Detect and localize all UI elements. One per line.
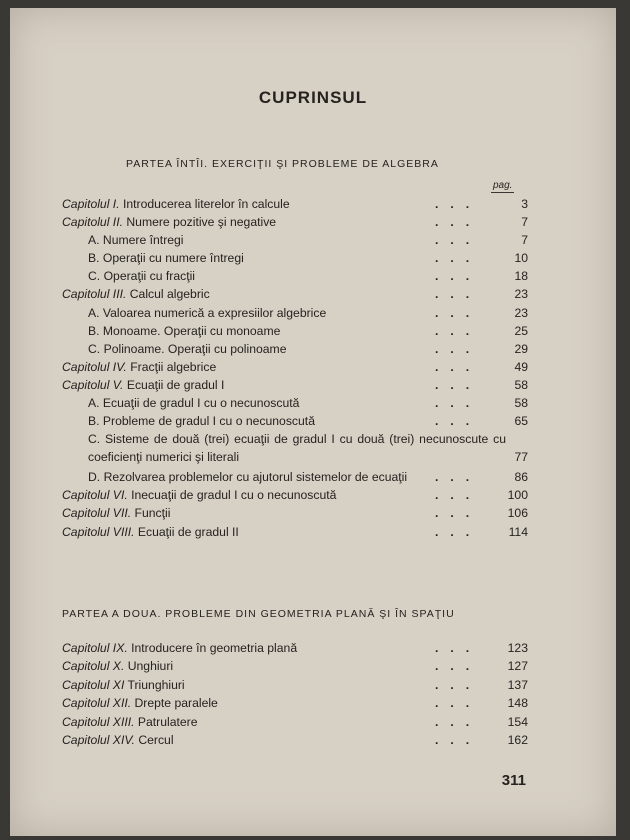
entry-title: Ecuaţii de gradul II bbox=[137, 524, 239, 539]
entry-label: Capitolul II. bbox=[62, 215, 123, 230]
entry-page-number: 154 bbox=[507, 714, 528, 729]
entry-page-number: 10 bbox=[514, 251, 528, 266]
entry-page-number: 58 bbox=[514, 377, 528, 392]
leader-dots: ... bbox=[435, 506, 482, 521]
leader-dots: ... bbox=[435, 641, 482, 655]
leader-dots: ... bbox=[435, 696, 482, 711]
entry-label: Capitolul IV. bbox=[62, 359, 127, 374]
section-entry bbox=[10, 249, 616, 267]
entry-text bbox=[62, 376, 457, 394]
entry-page-number: 25 bbox=[514, 323, 528, 338]
chapter-entry bbox=[10, 639, 616, 657]
entry-page-number: 123 bbox=[507, 641, 528, 655]
entry-label: A. bbox=[88, 396, 100, 411]
entry-title: Monoame. Operaţii cu monoame bbox=[102, 323, 281, 338]
entry-page-number: 29 bbox=[514, 341, 528, 356]
entry-label: Capitolul XIV. bbox=[62, 732, 135, 747]
entry-label: Capitolul XII. bbox=[62, 696, 132, 711]
entry-page-number: 65 bbox=[514, 414, 528, 429]
leader-dots: ... bbox=[435, 233, 482, 248]
chapter-entry bbox=[10, 376, 616, 394]
entry-label: C. bbox=[88, 341, 101, 356]
entry-text bbox=[62, 694, 457, 712]
page-column-label: pag. bbox=[493, 180, 513, 191]
leader-dots: ... bbox=[435, 341, 482, 356]
entry-page-number: 58 bbox=[514, 396, 528, 411]
entry-title: Calcul algebric bbox=[129, 287, 210, 302]
leader-dots: ... bbox=[435, 323, 482, 338]
entry-text bbox=[88, 468, 483, 486]
entry-text bbox=[88, 430, 506, 466]
entry-title: Sisteme de două (trei) ecuaţii de gradul I cu două (trei) necunoscute cu coeficienţi numerici şi literali bbox=[88, 432, 506, 465]
leader-dots: ... bbox=[435, 396, 482, 411]
entry-page-number: 77 bbox=[514, 450, 528, 465]
entry-label: B. bbox=[88, 251, 100, 266]
section-entry bbox=[10, 340, 616, 358]
entry-label: Capitolul I. bbox=[62, 197, 120, 211]
entry-label: Capitolul V. bbox=[62, 377, 124, 392]
entry-text bbox=[62, 731, 457, 749]
entry-title: Polinoame. Operaţii cu polinoame bbox=[103, 341, 287, 356]
chapter-entry bbox=[10, 358, 616, 376]
leader-dots: ... bbox=[435, 732, 482, 747]
entry-title: Numere pozitive şi negative bbox=[126, 215, 277, 230]
entry-text bbox=[88, 412, 483, 430]
entry-page-number: 114 bbox=[508, 524, 528, 539]
entry-text bbox=[62, 504, 457, 522]
entry-label: Capitolul XI bbox=[62, 677, 125, 692]
part2-heading: PARTEA A DOUA. PROBLEME DIN GEOMETRIA PLANĂ ŞI ÎN SPAŢIU bbox=[62, 608, 455, 620]
entry-page-number: 18 bbox=[514, 269, 528, 284]
entry-label: Capitolul IX. bbox=[62, 641, 128, 655]
leader-dots: ... bbox=[435, 470, 482, 485]
entry-label: Capitolul XIII. bbox=[62, 714, 135, 729]
entry-title: Fracţii algebrice bbox=[130, 359, 217, 374]
entry-text bbox=[88, 267, 483, 285]
entry-label: Capitolul X. bbox=[62, 659, 125, 674]
entry-label: Capitolul III. bbox=[62, 287, 127, 302]
entry-page-number: 7 bbox=[521, 215, 528, 230]
book-page bbox=[10, 8, 616, 836]
entry-page-number: 49 bbox=[514, 359, 528, 374]
entry-label: Capitolul VII. bbox=[62, 506, 132, 521]
leader-dots: ... bbox=[435, 197, 482, 211]
entry-title: Ecuaţii de gradul I cu o necunoscută bbox=[102, 396, 300, 411]
chapter-entry bbox=[10, 523, 616, 541]
entry-label: A. bbox=[88, 233, 100, 248]
section-entry bbox=[10, 430, 616, 468]
chapter-entry bbox=[10, 195, 616, 213]
part1-heading: PARTEA ÎNTÎI. EXERCIŢII ŞI PROBLEME DE ALGEBRA bbox=[126, 158, 439, 170]
entry-text bbox=[62, 523, 457, 541]
chapter-entry bbox=[10, 504, 616, 522]
chapter-entry bbox=[10, 285, 616, 303]
leader-dots: ... bbox=[435, 377, 482, 392]
chapter-entry bbox=[10, 731, 616, 749]
leader-dots: ... bbox=[435, 287, 482, 302]
entry-label: Capitolul VIII. bbox=[62, 524, 135, 539]
entry-page-number: 137 bbox=[507, 677, 528, 692]
section-entry bbox=[10, 231, 616, 249]
entry-title: Operaţii cu fracţii bbox=[103, 269, 196, 284]
leader-dots: ... bbox=[435, 524, 482, 539]
part2-toc bbox=[10, 639, 616, 749]
entry-title: Operaţii cu numere întregi bbox=[102, 251, 244, 266]
entry-label: D. bbox=[88, 470, 101, 485]
entry-title: Patrulatere bbox=[137, 714, 198, 729]
chapter-entry bbox=[10, 657, 616, 675]
section-entry bbox=[10, 468, 616, 486]
chapter-entry bbox=[10, 213, 616, 231]
entry-text bbox=[62, 713, 457, 731]
entry-title: Triunghiuri bbox=[127, 677, 185, 692]
entry-label: C. bbox=[88, 432, 101, 447]
leader-dots: ... bbox=[435, 251, 482, 266]
entry-text bbox=[88, 249, 483, 267]
entry-text bbox=[62, 676, 457, 694]
leader-dots: ... bbox=[435, 215, 482, 230]
entry-text bbox=[88, 394, 483, 412]
entry-title: Rezolvarea problemelor cu ajutorul sistemelor de ecuaţii bbox=[103, 470, 408, 485]
chapter-entry bbox=[10, 694, 616, 712]
section-entry bbox=[10, 412, 616, 430]
entry-text bbox=[88, 340, 483, 358]
entry-label: C. bbox=[88, 269, 101, 284]
leader-dots: ... bbox=[435, 305, 482, 320]
leader-dots: ... bbox=[435, 714, 482, 729]
entry-title: Probleme de gradul I cu o necunoscută bbox=[102, 414, 315, 429]
part1-toc bbox=[10, 195, 616, 541]
entry-text bbox=[62, 213, 457, 231]
entry-page-number: 106 bbox=[507, 506, 528, 521]
entry-text bbox=[62, 657, 457, 675]
entry-title: Cercul bbox=[138, 732, 174, 747]
section-entry bbox=[10, 267, 616, 285]
entry-page-number: 100 bbox=[507, 488, 528, 503]
entry-text bbox=[62, 195, 457, 213]
leader-dots: ... bbox=[435, 659, 482, 674]
entry-title: Funcţii bbox=[134, 506, 171, 521]
entry-page-number: 148 bbox=[507, 696, 528, 711]
section-entry bbox=[10, 322, 616, 340]
entry-title: Ecuaţii de gradul I bbox=[126, 377, 225, 392]
leader-dots: ... bbox=[435, 359, 482, 374]
leader-dots: ... bbox=[435, 488, 482, 503]
entry-page-number: 23 bbox=[514, 305, 528, 320]
entry-page-number: 162 bbox=[507, 732, 528, 747]
page-number: 311 bbox=[501, 772, 526, 789]
entry-text bbox=[88, 304, 483, 322]
entry-title: Introducere în geometria plană bbox=[131, 641, 298, 655]
entry-page-number: 7 bbox=[521, 233, 528, 248]
chapter-entry bbox=[10, 713, 616, 731]
entry-title: Introducerea literelor în calcule bbox=[122, 197, 290, 211]
entry-label: B. bbox=[88, 414, 100, 429]
entry-title: Drepte paralele bbox=[134, 696, 218, 711]
leader-dots: ... bbox=[435, 269, 482, 284]
entry-text bbox=[62, 358, 457, 376]
entry-title: Inecuaţii de gradul I cu o necunoscută bbox=[131, 488, 337, 503]
entry-text bbox=[88, 231, 483, 249]
leader-dots: ... bbox=[435, 677, 482, 692]
entry-title: Numere întregi bbox=[102, 233, 184, 248]
section-entry bbox=[10, 394, 616, 412]
entry-label: A. bbox=[88, 305, 100, 320]
entry-title: Unghiuri bbox=[127, 659, 174, 674]
entry-text bbox=[62, 285, 457, 303]
entry-text bbox=[62, 639, 457, 657]
entry-page-number: 23 bbox=[514, 287, 528, 302]
entry-page-number: 86 bbox=[514, 470, 528, 485]
section-entry bbox=[10, 304, 616, 322]
entry-label: Capitolul VI. bbox=[62, 488, 128, 503]
chapter-entry bbox=[10, 486, 616, 504]
page-title: CUPRINSUL bbox=[258, 88, 368, 107]
entry-page-number: 127 bbox=[507, 659, 528, 674]
entry-label: B. bbox=[88, 323, 100, 338]
entry-page-number: 3 bbox=[521, 197, 528, 211]
entry-text bbox=[62, 486, 457, 504]
leader-dots: ... bbox=[435, 414, 482, 429]
chapter-entry bbox=[10, 676, 616, 694]
entry-text bbox=[88, 322, 483, 340]
entry-title: Valoarea numerică a expresiilor algebrice bbox=[102, 305, 327, 320]
